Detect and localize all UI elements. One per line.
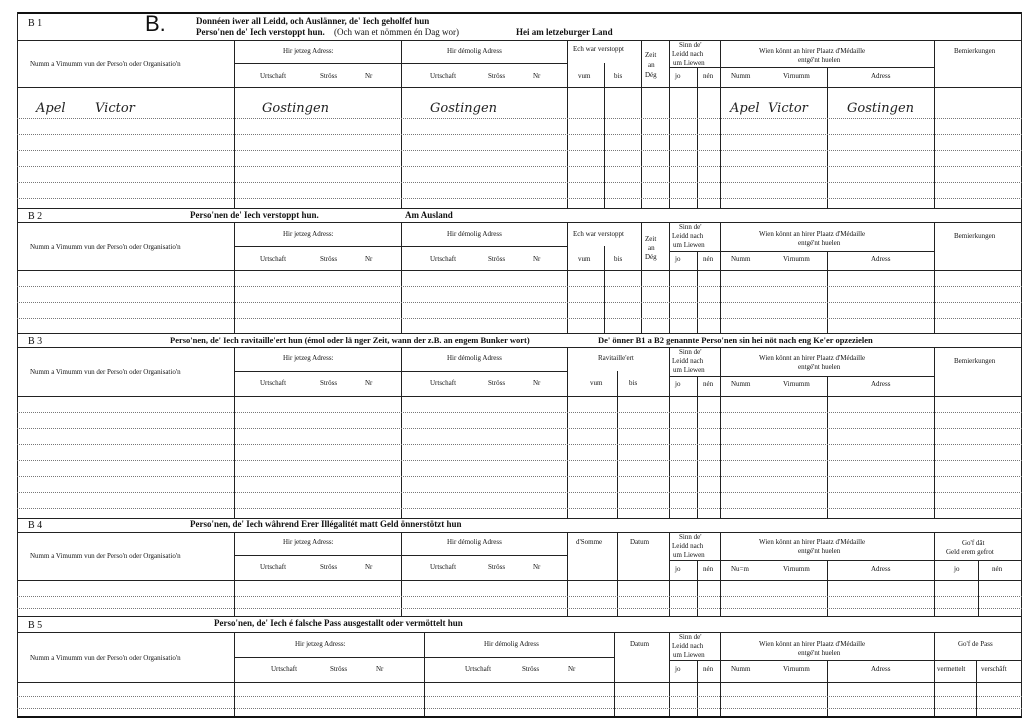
col-header-current-addr: Hir jetzeg Adress: (283, 47, 334, 55)
section-subtitle: De' önner B1 a B2 genannte Perso'nen sin hei nöt nach eng Ke'er opzezielen (598, 335, 873, 345)
write-line (17, 150, 1022, 151)
col-header-money-1: Go'f dât (962, 539, 985, 547)
medal-subrule (669, 660, 1021, 661)
col-header-remarks: Bemierkungen (954, 47, 996, 55)
col-divider (934, 632, 935, 716)
col-header-time-3: Dég (645, 71, 657, 79)
col-header-old-addr: Hir démolig Adress (447, 47, 502, 55)
col-header-suffer-2: Leidd nach (672, 357, 704, 365)
write-line (17, 476, 1022, 477)
write-line (17, 508, 1022, 509)
header-rule (17, 632, 1022, 633)
col-divider (934, 222, 935, 333)
write-line (17, 696, 1022, 697)
col-header-street: Ströss (320, 379, 338, 387)
col-divider (697, 67, 698, 208)
col-divider (604, 246, 605, 333)
section-id: B 5 (28, 620, 43, 631)
col-header-sum: d'Somme (576, 538, 603, 546)
write-line (17, 412, 1022, 413)
col-header-locality: Urtschaft (260, 72, 287, 80)
col-divider (617, 532, 618, 616)
col-header-time-3: Dég (645, 253, 657, 261)
frame-bottom (17, 716, 1022, 718)
header-bottom-rule (17, 396, 1022, 397)
col-header-locality: Urtschaft (260, 379, 287, 387)
col-header-money-no: nén (992, 565, 1003, 573)
col-header-medal-1: Wien könnt an hirer Plaatz d'Médaille (759, 47, 866, 55)
col-header-current-addr: Hir jetzeg Adress: (295, 640, 346, 648)
write-line (17, 444, 1022, 445)
col-header-medal-name: Numm (731, 72, 751, 80)
col-header-name: Numm a Vimumm vun der Perso'n oder Organisatio'n (30, 60, 181, 68)
col-header-from: vum (578, 255, 591, 263)
col-header-medal-first: Virnumm (783, 565, 810, 573)
header-rule (17, 347, 1022, 348)
col-header-time-2: an (648, 61, 655, 69)
write-line (17, 198, 1022, 199)
entry-medal-surname[interactable]: Apel (730, 101, 760, 116)
medal-subrule (669, 251, 934, 252)
section-subtitle: Perso'nen de' Iech verstoppt hun. (196, 27, 325, 37)
col-divider (567, 222, 568, 333)
section-title: Perso'nen, de' Iech ravitaille'ert hun (émol oder lä nger Zeit, wann der z.B. an engem Bunker wort) (170, 335, 530, 345)
col-header-date: Datum (630, 640, 650, 648)
col-divider (401, 532, 402, 616)
col-header-medal-1: Wien könnt an hirer Plaatz d'Médaille (759, 640, 866, 648)
col-header-medal-first: Virnumm (783, 72, 810, 80)
write-line (17, 286, 1022, 287)
col-divider (697, 251, 698, 333)
entry-current-locality[interactable]: Gostingen (262, 101, 330, 116)
col-header-suffer-2: Leidd nach (672, 642, 704, 650)
col-header-old-addr: Hir démolig Adress (447, 538, 502, 546)
header-bottom-rule (17, 682, 1022, 683)
col-header-street: Ströss (320, 563, 338, 571)
col-header-street: Ströss (488, 72, 506, 80)
entry-surname[interactable]: Apel (36, 101, 66, 116)
entry-firstname[interactable]: Victor (95, 101, 135, 116)
col-header-no: nén (703, 72, 714, 80)
col-header-medal-2: entgé'nt huelen (798, 547, 841, 555)
col-header-medal-addr: Adress (871, 665, 891, 673)
col-header-suffer-1: Sinn de' (679, 41, 702, 49)
col-header-suffer-3: um Liewen (673, 551, 705, 559)
col-header-medal-2: entgé'nt huelen (798, 56, 841, 64)
write-line (17, 608, 1022, 609)
col-header-suffer-1: Sinn de' (679, 348, 702, 356)
col-divider (720, 532, 721, 616)
col-header-name: Numm a Vimumm vun der Perso'n oder Organisatio'n (30, 368, 181, 376)
section-note: (Och wan et nömmen én Dag wor) (334, 27, 459, 37)
col-header-supplied: Ravitaille'ert (598, 354, 634, 362)
col-header-locality: Urtschaft (430, 563, 457, 571)
col-header-medal-name: Numm (731, 380, 751, 388)
col-header-nr: Nr (365, 563, 373, 571)
header-rule (17, 40, 1022, 41)
section-subtitle: Am Ausland (405, 210, 453, 220)
entry-medal-firstname[interactable]: Victor (768, 101, 808, 116)
col-header-no: nén (703, 380, 714, 388)
col-header-name: Numm a Vimumm vun der Perso'n oder Organisatio'n (30, 243, 181, 251)
col-header-medal-1: Wien könnt an hirer Plaatz d'Médaille (759, 230, 866, 238)
col-header-nr: Nr (568, 665, 576, 673)
col-header-time-1: Zeit (645, 235, 657, 243)
col-header-from: vum (578, 72, 591, 80)
col-header-medal-name: Nu=m (731, 565, 749, 573)
section-title: Perso'nen, de' Iech wâhrend Erer Illégalitét matt Geld önnerstötzt hun (190, 519, 462, 529)
col-header-suffer-2: Leidd nach (672, 50, 704, 58)
col-header-street: Ströss (330, 665, 348, 673)
col-header-locality: Urtschaft (430, 379, 457, 387)
col-header-locality: Urtschaft (260, 255, 287, 263)
col-header-no: nén (703, 255, 714, 263)
col-header-nr: Nr (533, 563, 541, 571)
col-header-yes: jo (675, 565, 681, 573)
col-header-suffer-1: Sinn de' (679, 223, 702, 231)
col-header-medal-addr: Adress (871, 565, 891, 573)
suffer-subrule (669, 67, 720, 68)
col-header-medal-addr: Adress (871, 380, 891, 388)
col-header-locality: Urtschaft (430, 72, 457, 80)
col-divider (401, 222, 402, 333)
section-id: B 3 (28, 336, 43, 347)
header-bottom-rule (17, 87, 1022, 88)
header-bottom-rule (17, 270, 1022, 271)
col-header-no: nén (703, 565, 714, 573)
col-header-suffer-3: um Liewen (673, 241, 705, 249)
col-header-medal-1: Wien könnt an hirer Plaatz d'Médaille (759, 354, 866, 362)
col-divider (234, 632, 235, 716)
col-divider (424, 632, 425, 716)
section-rule (17, 333, 1022, 334)
col-header-old-addr: Hir démolig Adress (484, 640, 539, 648)
write-line (17, 428, 1022, 429)
col-header-yes: jo (675, 380, 681, 388)
header-bottom-rule (17, 580, 1022, 581)
col-header-money-2: Geld erem gefrot (946, 548, 994, 556)
col-divider (641, 222, 642, 333)
col-header-hidden: Ech war verstoppt (573, 230, 624, 238)
col-divider (720, 632, 721, 716)
col-divider (827, 376, 828, 518)
write-line (17, 318, 1022, 319)
col-header-suffer-1: Sinn de' (679, 533, 702, 541)
write-line (17, 166, 1022, 167)
col-header-current-addr: Hir jetzeg Adress: (283, 538, 334, 546)
write-line (17, 708, 1022, 709)
col-divider (827, 67, 828, 208)
col-header-locality: Urtschaft (430, 255, 457, 263)
col-header-pass: Go'f de Pass (958, 640, 993, 648)
col-header-remarks: Bemierkungen (954, 357, 996, 365)
col-header-medal-first: Virnumm (783, 255, 810, 263)
col-header-street: Ströss (522, 665, 540, 673)
entry-medal-address[interactable]: Gostingen (847, 101, 915, 116)
col-header-medal-first: Virnumm (783, 380, 810, 388)
col-header-old-addr: Hir démolig Adress (447, 230, 502, 238)
col-header-to: bis (629, 379, 638, 387)
col-divider (604, 63, 605, 208)
col-header-locality: Urtschaft (465, 665, 492, 673)
section-title: Donnéen iwer all Leidd, och Auslänner, de' Iech geholfef hun (196, 16, 430, 26)
col-header-pass-made: verschâft (981, 665, 1007, 673)
col-header-nr: Nr (533, 72, 541, 80)
col-header-suffer-2: Leidd nach (672, 542, 704, 550)
col-header-locality: Urtschaft (271, 665, 298, 673)
write-line (17, 492, 1022, 493)
col-header-name: Numm a Vimumm vun der Perso'n oder Organisatio'n (30, 654, 181, 662)
col-divider (614, 632, 615, 716)
col-divider (669, 222, 670, 333)
write-line (17, 460, 1022, 461)
frame-top (17, 12, 1022, 14)
col-header-medal-first: Virnumm (783, 665, 810, 673)
section-letter: B. (145, 11, 166, 36)
col-header-street: Ströss (488, 563, 506, 571)
col-header-street: Ströss (320, 72, 338, 80)
col-header-medal-addr: Adress (871, 255, 891, 263)
col-header-suffer-3: um Liewen (673, 366, 705, 374)
col-header-yes: jo (675, 665, 681, 673)
section-id: B 2 (28, 211, 43, 222)
medal-subrule (669, 376, 934, 377)
col-header-medal-name: Numm (731, 255, 751, 263)
section-id: B 1 (28, 18, 43, 29)
col-header-time-2: an (648, 244, 655, 252)
col-header-medal-2: entgé'nt huelen (798, 649, 841, 657)
col-header-hidden: Ech war verstoppt (573, 45, 624, 53)
section-rule (17, 616, 1022, 617)
col-divider (934, 532, 935, 616)
col-header-street: Ströss (320, 255, 338, 263)
col-header-nr: Nr (365, 379, 373, 387)
col-divider (669, 632, 670, 716)
col-header-pass-given: vermettelt (937, 665, 966, 673)
col-header-current-addr: Hir jetzeg Adress: (283, 354, 334, 362)
col-header-suffer-3: um Liewen (673, 651, 705, 659)
col-header-yes: jo (675, 72, 681, 80)
write-line (17, 182, 1022, 183)
section-rule (17, 518, 1022, 519)
col-divider (234, 532, 235, 616)
col-header-street: Ströss (488, 379, 506, 387)
col-header-current-addr: Hir jetzeg Adress: (283, 230, 334, 238)
col-header-nr: Nr (365, 72, 373, 80)
col-header-remarks: Bemierkungen (954, 232, 996, 240)
col-divider (669, 532, 670, 616)
col-header-yes: jo (675, 255, 681, 263)
section-rule (17, 208, 1022, 209)
col-divider (697, 376, 698, 518)
col-header-nr: Nr (533, 379, 541, 387)
col-header-to: bis (614, 255, 623, 263)
medal-subrule (669, 560, 934, 561)
col-header-no: nén (703, 665, 714, 673)
col-header-money-yes: jo (954, 565, 960, 573)
col-header-suffer-2: Leidd nach (672, 232, 704, 240)
section-title: Perso'nen, de' Iech é falsche Pass ausgestallt oder vermöttelt hun (214, 618, 463, 628)
col-header-medal-2: entgé'nt huelen (798, 239, 841, 247)
col-divider (567, 532, 568, 616)
col-header-date: Datum (630, 538, 650, 546)
col-header-suffer-3: um Liewen (673, 59, 705, 67)
header-rule (17, 222, 1022, 223)
col-header-nr: Nr (376, 665, 384, 673)
section-location: Hei am letzeburger Land (516, 27, 613, 37)
col-header-to: bis (614, 72, 623, 80)
col-header-medal-name: Numm (731, 665, 751, 673)
col-header-street: Ströss (488, 255, 506, 263)
col-header-locality: Urtschaft (260, 563, 287, 571)
col-header-nr: Nr (533, 255, 541, 263)
write-line (17, 596, 1022, 597)
entry-old-locality[interactable]: Gostingen (430, 101, 498, 116)
col-header-medal-2: entgé'nt huelen (798, 363, 841, 371)
header-rule (17, 532, 1022, 533)
col-header-old-addr: Hir démolig Adress (447, 354, 502, 362)
col-header-medal-addr: Adress (871, 72, 891, 80)
col-divider (234, 222, 235, 333)
section-id: B 4 (28, 520, 43, 531)
col-header-nr: Nr (365, 255, 373, 263)
col-divider (827, 251, 828, 333)
col-header-suffer-1: Sinn de' (679, 633, 702, 641)
write-line (17, 302, 1022, 303)
col-header-name: Numm a Vimumm vun der Perso'n oder Organisatio'n (30, 552, 181, 560)
write-line (17, 118, 1022, 119)
col-header-from: vum (590, 379, 603, 387)
col-header-medal-1: Wien könnt an hirer Plaatz d'Médaille (759, 538, 866, 546)
section-title: Perso'nen de' Iech verstoppt hun. (190, 210, 319, 220)
col-divider (720, 222, 721, 333)
write-line (17, 134, 1022, 135)
col-header-time-1: Zeit (645, 51, 657, 59)
